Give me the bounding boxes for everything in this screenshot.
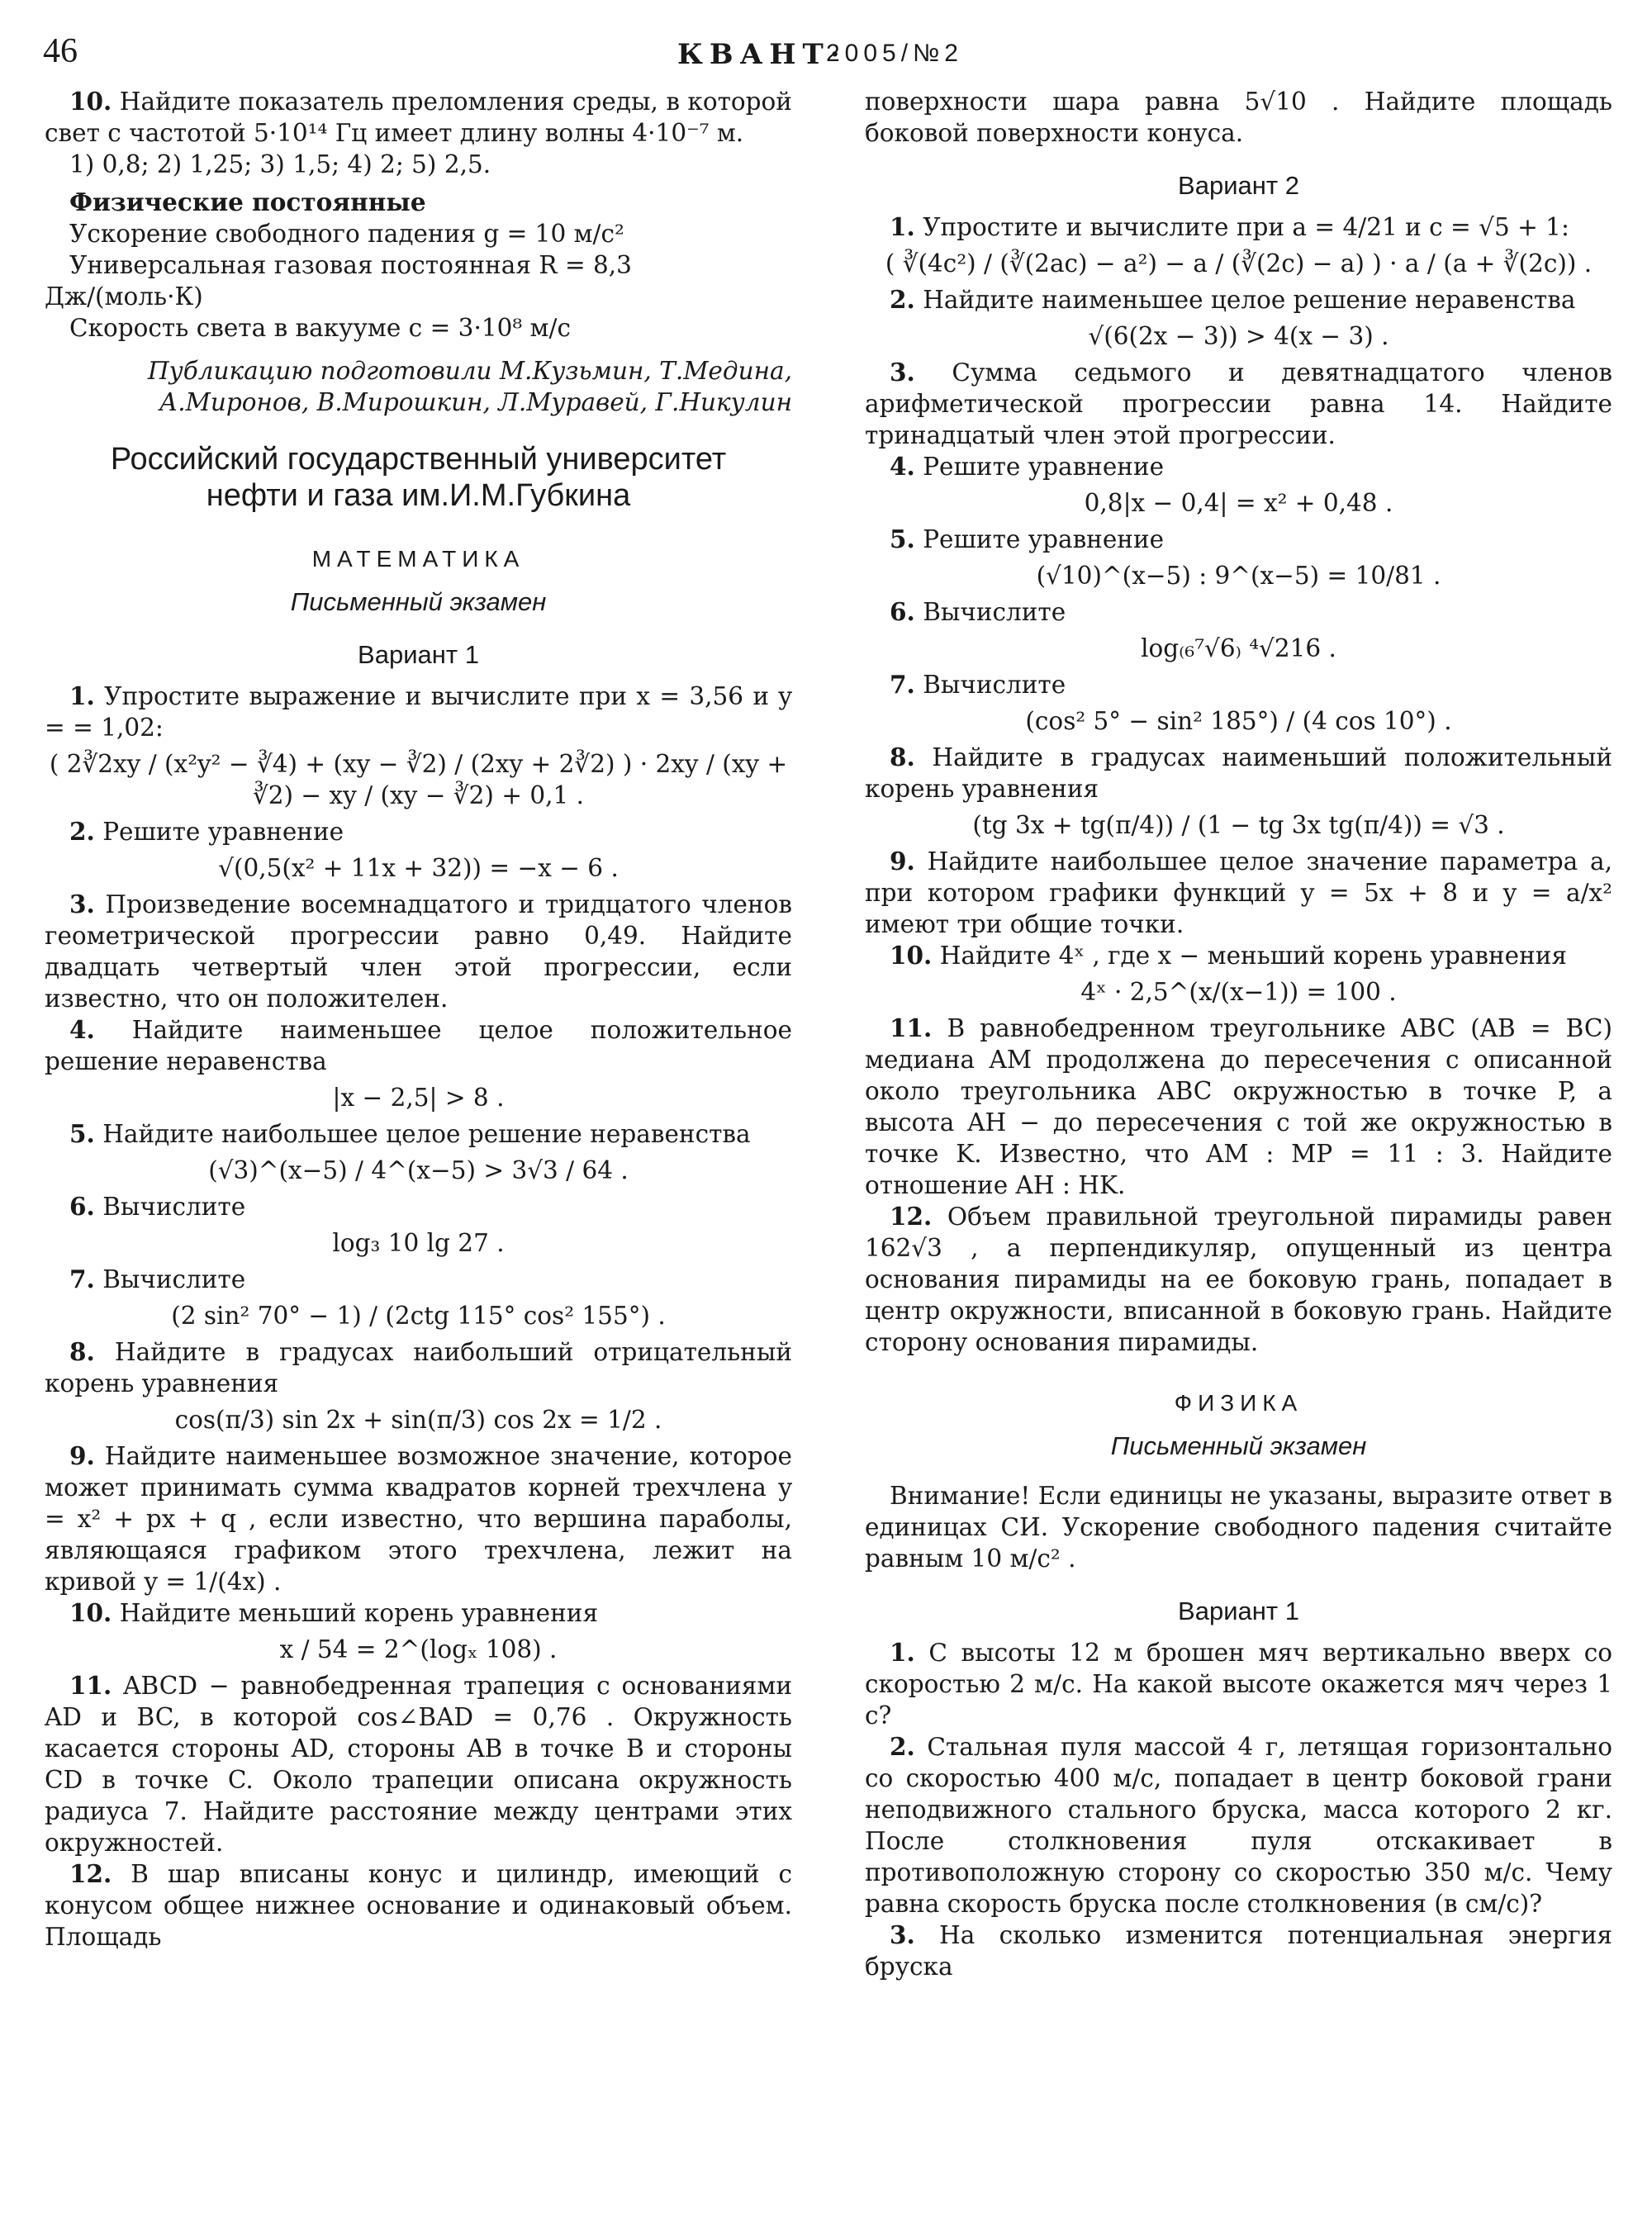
problem-number: 1. [890,1638,915,1667]
problem-text: Найдите показатель преломления среды, в которой свет с частотой 5·10¹⁴ Гц имеет длину волны 4·10⁻⁷ м. [45,88,792,147]
formula: (√3)^(x−5) / 4^(x−5) > 3√3 / 64 . [208,1156,629,1184]
physics-variant-heading: Вариант 1 [1178,1597,1299,1625]
problem-number: 2. [890,285,915,314]
formula: (cos² 5° − sin² 185°) / (4 cos 10°) . [1025,707,1452,735]
problem-number: 12. [69,1859,112,1888]
problem-12 [45,1858,792,1953]
problem-6 [45,1191,792,1222]
problem-number: 6. [890,597,915,626]
problem-number: 2. [890,1732,915,1761]
formula: √(0,5(x² + 11x + 32)) = −x − 6 . [218,854,619,882]
university-line-2: нефти и газа им.И.М.Губкина [206,478,631,513]
problem-text: В шар вписаны конус и цилиндр, имеющий с конусом общее нижнее основание и одинаковый объем. Площадь [45,1860,792,1951]
problem-text: С высоты 12 м брошен мяч вертикально вверх со скоростью 2 м/с. На какой высоте окажется мяч через 1 с? [865,1639,1612,1730]
problem-3 [45,889,792,1014]
problem-number: 7. [69,1265,95,1293]
exam-heading: Письменный экзамен [290,587,547,616]
problem-12-continued: поверхности шара равна 5√10 . Найдите площадь боковой поверхности конуса. [865,88,1612,147]
problem-text: Вычислите [102,1193,246,1221]
constant-c: Скорость света в вакууме c = 3·10⁸ м/с [69,314,571,342]
problem-text: Найдите 4ˣ , где x − меньший корень уравнения [939,942,1568,970]
problem-text: Вычислите [923,671,1066,699]
problem-10b [45,1597,792,1629]
page-header [0,31,1652,81]
right-column [865,86,1612,1982]
problem-text: Стальная пуля массой 4 г, летящая горизонтально со скоростью 400 м/с, попадает в центр боковой грани неподвижного стального бруска, масса которого 2 кг. После столкновения пуля отскакивает в противоположную сторону со скоростью 350 м/с. Чему равна скорость бруска после столкновения (в см/с)? [865,1733,1612,1918]
page-number: 46 [43,32,78,70]
problem-text: Найдите в градусах наименьший положительный корень уравнения [865,743,1612,803]
formula: cos(π/3) sin 2x + sin(π/3) cos 2x = 1/2 . [174,1406,662,1434]
problem-text: Упростите и вычислите при a = 4/21 и c = √5 + 1: [923,213,1569,241]
variant-heading: Вариант 1 [358,640,479,669]
problem-7 [45,1264,792,1295]
physical-constants [45,187,792,344]
problem-text: Найдите наименьшее целое решение неравенства [923,286,1576,314]
physics-problem-1 [865,1637,1612,1731]
formula: log₍₆⁷√6₎ ⁴√216 . [1141,634,1336,662]
problem-text: Произведение восемнадцатого и тридцатого членов геометрической прогрессии равно 0,49. Найдите двадцать четвертый член этой прогрессии, если известно, что он положителен. [45,890,792,1013]
problem-text: Сумма седьмого и девятнадцатого членов арифметической прогрессии равна 14. Найдите тринадцатый член этой прогрессии. [865,358,1612,449]
problem-text: Решите уравнение [102,818,344,846]
problem-number: 10. [69,1598,112,1627]
constants-title: Физические постоянные [69,187,426,216]
problem-text: Найдите в градусах наибольший отрицательный корень уравнения [45,1338,792,1397]
formula: (2 sin² 70° − 1) / (2ctg 115° cos² 155°) . [171,1302,666,1330]
problem-number: 4. [69,1015,95,1044]
credit-line-2: А.Миронов, В.Мирошкин, Л.Муравей, Г.Никулин [159,388,792,416]
formula: |x − 2,5| > 8 . [332,1084,505,1112]
formula: x / 54 = 2^(logₓ 108) . [279,1635,558,1663]
left-column [45,86,792,1953]
problem-number: 7. [890,670,915,699]
problem-12 [865,1201,1612,1358]
problem-number: 9. [890,847,915,875]
problem-text: Найдите наименьшее возможное значение, которое может принимать сумма квадратов корней трехчлена y = x² + px + q , если известно, что вершина параболы, являющаяся графиком этого трехчлена, лежит на кривой y = 1/(4x) . [45,1442,792,1596]
physics-exam-heading: Письменный экзамен [1110,1431,1367,1460]
problem-number: 10. [890,941,933,970]
problem-5 [45,1118,792,1150]
problem-number: 5. [890,524,915,553]
problem-1 [45,681,792,743]
formula: 4ˣ · 2,5^(x/(x−1)) = 100 . [1080,978,1397,1006]
problem-9 [865,846,1612,940]
variant-2-heading: Вариант 2 [1178,171,1299,200]
problem-number: 4. [890,452,915,481]
problem-9 [45,1440,792,1597]
problem-text: Найдите наибольшее целое значение параметра a, при котором графики функций y = 5x + 8 и y = a/x² имеют три общие точки. [865,847,1612,938]
problem-text: Найдите наибольшее целое решение неравенства [102,1120,751,1148]
problem-number: 3. [890,358,915,387]
problem-10 [45,86,792,149]
journal-issue: 2005/№2 [826,40,963,67]
formula: log₃ 10 lg 27 . [332,1229,505,1257]
problem-1 [865,211,1612,243]
formula: ( ∛(4c²) / (∛(2ac) − a²) − a / (∛(2c) − a) ) · a / (a + ∛(2c)) . [885,249,1593,278]
problem-number: 12. [890,1202,933,1231]
problem-3 [865,357,1612,451]
physics-problem-2 [865,1731,1612,1919]
physics-heading: ФИЗИКА [1174,1390,1303,1416]
answer-options: 1) 0,8; 2) 1,25; 3) 1,5; 4) 2; 5) 2,5. [69,150,491,178]
formula: 0,8|x − 0,4| = x² + 0,48 . [1084,489,1393,517]
problem-number: 3. [890,1920,915,1949]
problem-11 [45,1670,792,1858]
problem-4 [45,1014,792,1077]
problem-text: Упростите выражение и вычислите при x = 3,56 и y = = 1,02: [45,682,792,742]
problem-number: 8. [890,743,915,771]
problem-text: На сколько изменится потенциальная энергия бруска [865,1921,1612,1981]
problem-text: В равнобедренном треугольнике ABC (AB = BC) медиана AM продолжена до пересечения с описанной около треугольника ABC окружностью в точке P, а высота AH − до пересечения с той же окружностью в точке K. Известно, что AM : MP = 11 : 3. Найдите отношение AH : HK. [865,1014,1612,1199]
formula: √(6(2x − 3)) > 4(x − 3) . [1088,322,1389,350]
problem-number: 9. [69,1441,95,1470]
problem-number: 3. [69,890,95,918]
problem-text: Решите уравнение [923,525,1165,553]
problem-number: 2. [69,817,95,846]
problem-11 [865,1013,1612,1201]
physics-note: Внимание! Если единицы не указаны, выразите ответ в единицах СИ. Ускорение свободного падения считайте равным 10 м/с² . [865,1482,1612,1573]
problem-8 [45,1336,792,1399]
problem-number: 6. [69,1192,95,1221]
problem-number: 8. [69,1337,95,1366]
subject-heading: МАТЕМАТИКА [311,546,525,572]
university-title [45,441,792,514]
formula: (√10)^(x−5) : 9^(x−5) = 10/81 . [1036,562,1441,590]
problem-10 [865,940,1612,971]
problem-text: Найдите меньший корень уравнения [119,1599,599,1627]
formula: ( 2∛2xy / (x²y² − ∛4) + (xy − ∛2) / (2xy + 2∛2) ) · 2xy / (xy + ∛2) − xy / (xy − ∛2) + 0,1 . [49,750,788,809]
formula: (tg 3x + tg(π/4)) / (1 − tg 3x tg(π/4)) = √3 . [972,811,1505,839]
problem-number: 10. [69,87,112,116]
problem-text: Найдите наименьшее целое положительное решение неравенства [45,1016,792,1075]
problem-4 [865,451,1612,482]
constant-g: Ускорение свободного падения g = 10 м/с² [69,220,624,248]
physics-problem-3 [865,1919,1612,1982]
credit-line-1: Публикацию подготовили М.Кузьмин, Т.Медина, [147,357,792,385]
problem-number: 1. [890,212,915,241]
problem-2 [45,816,792,847]
university-line-1: Российский государственный университет [110,442,727,477]
problem-number: 11. [890,1013,933,1042]
problem-7 [865,669,1612,700]
problem-number: 11. [69,1671,112,1700]
journal-name: КВАНТ· [677,38,847,71]
problem-2 [865,284,1612,316]
problem-8 [865,742,1612,804]
problem-text: ABCD − равнобедренная трапеция с основаниями AD и BC, в которой cos∠BAD = 0,76 . Окружность касается стороны AD, стороны AB в точке B и стороны CD в точке C. Около трапеции описана окружность радиуса 7. Найдите расстояние между центрами этих окружностей. [45,1672,792,1857]
problem-5 [865,524,1612,555]
problem-number: 5. [69,1119,95,1148]
problem-text: Решите уравнение [923,453,1165,481]
problem-number: 1. [69,681,95,710]
problem-text: Вычислите [102,1265,246,1293]
problem-text: Вычислите [923,598,1066,626]
problem-text: Объем правильной треугольной пирамиды равен 162√3 , а перпендикуляр, опущенный из центра основания пирамиды на ее боковую грань, попадает в центр окружности, вписанной в боковую грань. Найдите сторону основания пирамиды. [865,1203,1612,1356]
constant-r: Универсальная газовая постоянная R = 8,3 Дж/(моль·К) [45,251,632,311]
problem-6 [865,596,1612,628]
